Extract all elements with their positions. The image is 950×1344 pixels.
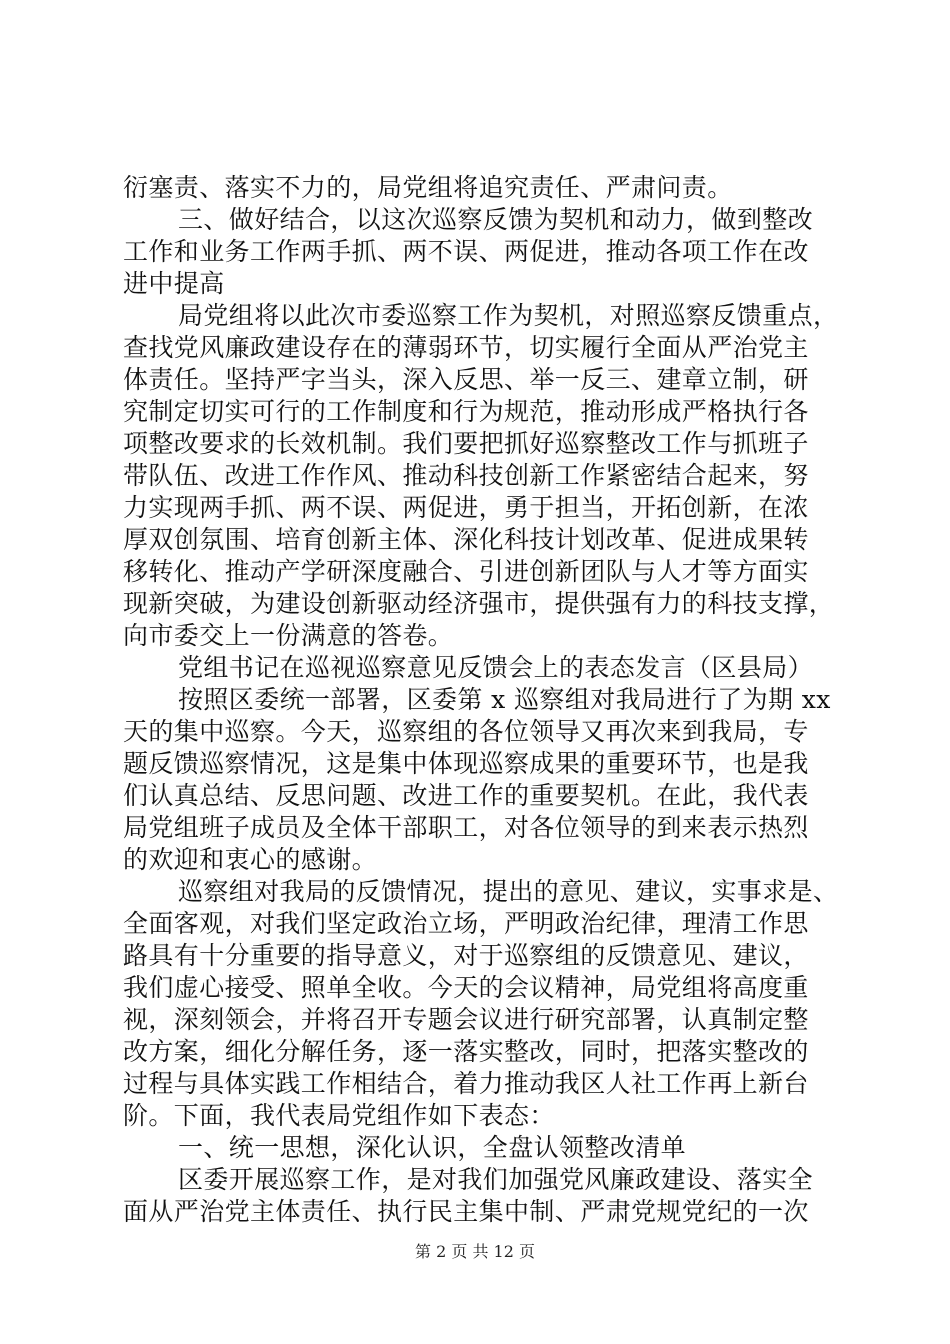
text-line: 究制定切实可行的工作制度和行为规范，推动形成严格执行各 [123, 397, 809, 426]
text-line: 区委开展巡察工作，是对我们加强党风廉政建设、落实全 [178, 1165, 814, 1194]
text-line: 现新突破，为建设创新驱动经济强市，提供强有力的科技支撑， [123, 589, 835, 618]
text-line: 我们虚心接受、照单全收。今天的会议精神，局党组将高度重 [123, 973, 809, 1002]
text-line: 题反馈巡察情况，这是集中体现巡察成果的重要环节，也是我 [123, 749, 809, 778]
text-line: 三、做好结合，以这次巡察反馈为契机和动力，做到整改 [178, 205, 814, 234]
text-line: 带队伍、改进工作作风、推动科技创新工作紧密结合起来，努 [123, 461, 809, 490]
text-line: 工作和业务工作两手抓、两不误、两促进，推动各项工作在改 [123, 237, 809, 266]
text-line: 改方案，细化分解任务，逐一落实整改，同时，把落实整改的 [123, 1037, 809, 1066]
text-line: 局党组将以此次市委巡察工作为契机，对照巡察反馈重点， [178, 301, 839, 330]
text-line: 天的集中巡察。今天，巡察组的各位领导又再次来到我局，专 [123, 717, 809, 746]
text-line: 衍塞责、落实不力的，局党组将追究责任、严肃问责。 [123, 173, 733, 202]
text-line: 力实现两手抓、两不误、两促进，勇于担当，开拓创新，在浓 [123, 493, 809, 522]
text-line: 局党组班子成员及全体干部职工，对各位领导的到来表示热烈 [123, 813, 809, 842]
section-heading: 党组书记在巡视巡察意见反馈会上的表态发言（区县局） [178, 653, 814, 682]
text-line: 路具有十分重要的指导意义，对于巡察组的反馈意见、建议， [123, 941, 809, 970]
text-line: 阶。下面，我代表局党组作如下表态： [123, 1101, 555, 1130]
text-line: 们认真总结、反思问题、改进工作的重要契机。在此，我代表 [123, 781, 809, 810]
text-line: 的欢迎和衷心的感谢。 [123, 845, 378, 874]
text-line: 查找党风廉政建设存在的薄弱环节，切实履行全面从严治党主 [123, 333, 809, 362]
text-line: 按照区委统一部署，区委第 x 巡察组对我局进行了为期 xx [178, 685, 831, 714]
text-line: 全面客观，对我们坚定政治立场，严明政治纪律，理清工作思 [123, 909, 809, 938]
text-line: 面从严治党主体责任、执行民主集中制、严肃党规党纪的一次 [123, 1197, 809, 1226]
text-line: 项整改要求的长效机制。我们要把抓好巡察整改工作与抓班子 [123, 429, 809, 458]
text-line: 过程与具体实践工作相结合，着力推动我区人社工作再上新台 [123, 1069, 809, 1098]
text-line: 体责任。坚持严字当头，深入反思、举一反三、建章立制，研 [123, 365, 809, 394]
text-line: 向市委交上一份满意的答卷。 [123, 621, 454, 650]
text-line: 移转化、推动产学研深度融合、引进创新团队与人才等方面实 [123, 557, 809, 586]
text-line: 厚双创氛围、培育创新主体、深化科技计划改革、促进成果转 [123, 525, 809, 554]
page-footer: 第 2 页 共 12 页 [415, 1242, 535, 1261]
text-line: 进中提高 [123, 269, 225, 298]
text-line: 视，深刻领会，并将召开专题会议进行研究部署，认真制定整 [123, 1005, 809, 1034]
text-line: 巡察组对我局的反馈情况，提出的意见、建议，实事求是、 [178, 877, 839, 906]
section-heading: 一、统一思想，深化认识，全盘认领整改清单 [178, 1133, 687, 1162]
